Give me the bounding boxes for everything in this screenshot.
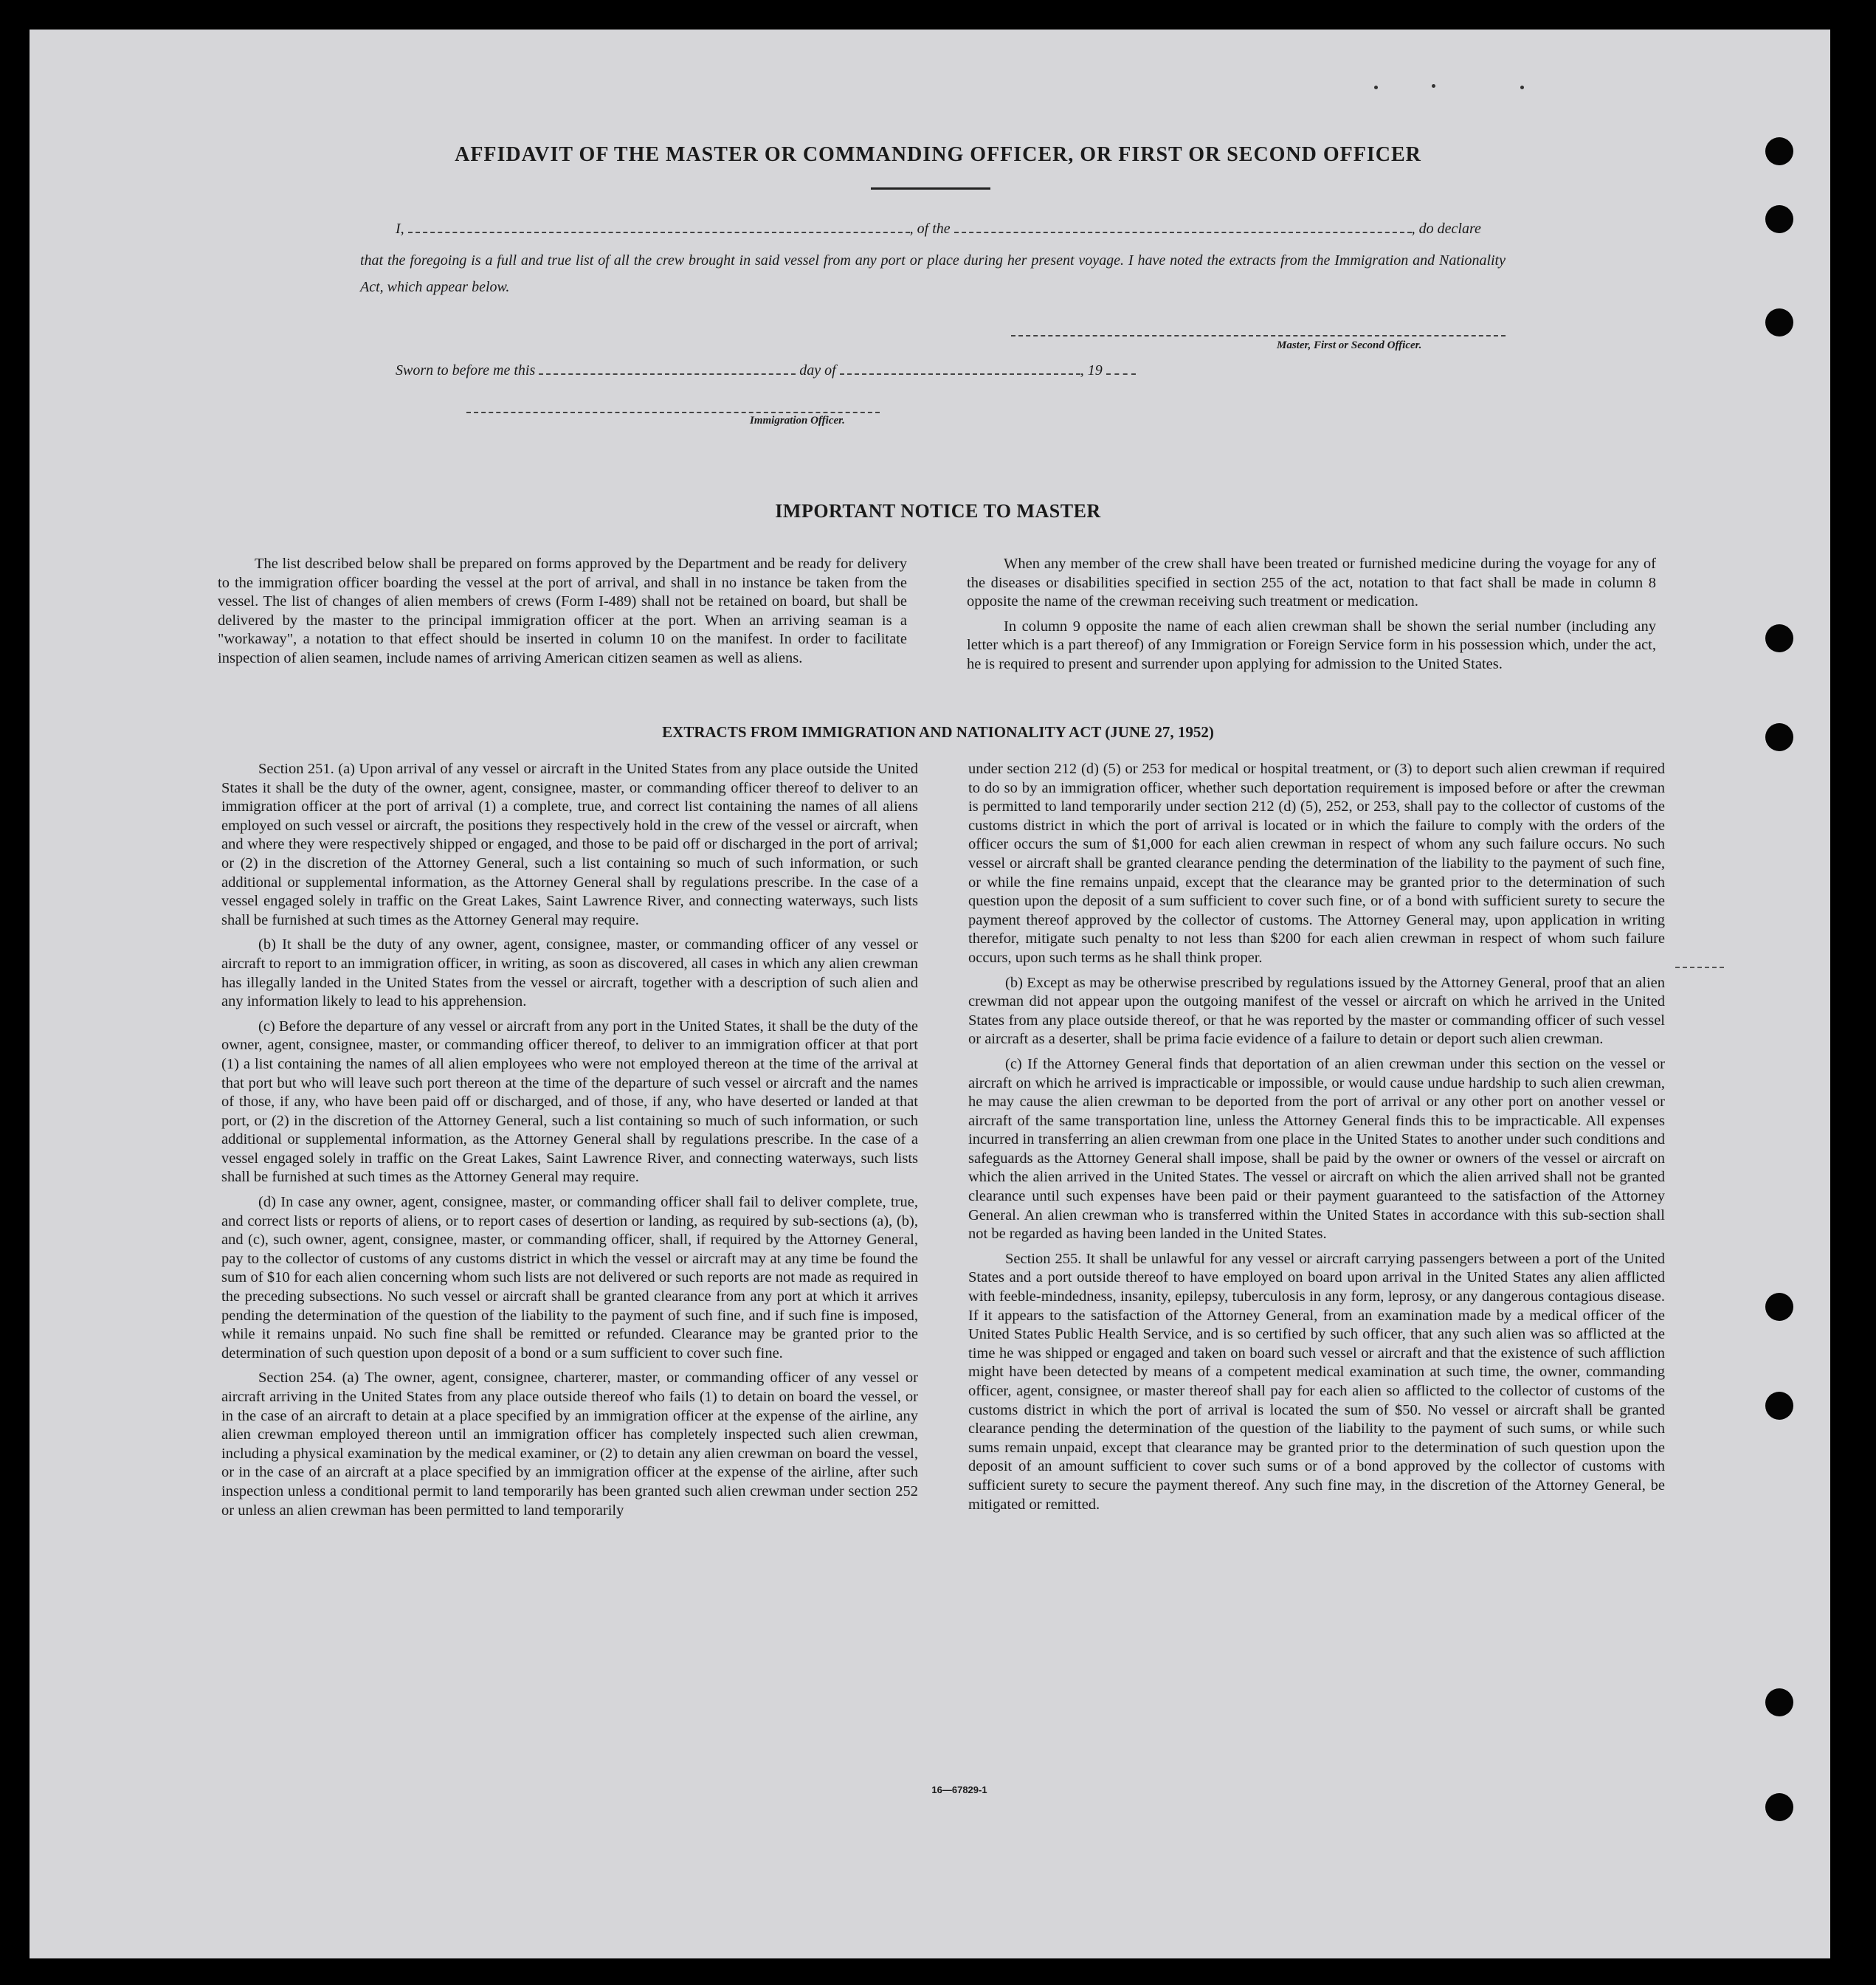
binder-hole-4 <box>1765 624 1793 652</box>
notice-paragraph: The list described below shall be prepared on forms approved by the Department and be ready for delivery to the immigration officer boarding the vessel at the port of arrival, and shall in no instance be taken from the vessel. The list of changes of alien members of crews (Form I-489) shall not be retained on board, but shall be delivered by the master to the principal immigration officer at the port. When an arriving seaman is a "workaway", a notation to that effect should be inserted in column 10 on the manifest. In order to facilitate inspection of alien seamen, include names of arriving American citizen seamen as well as aliens. <box>218 556 907 666</box>
sworn-month-blank <box>840 362 1080 375</box>
extract-paragraph: Section 255. It shall be unlawful for any vessel or aircraft carrying passengers between a port of the United States and a port outside thereof to have employed on board upon arrival in the United States any alien afflicted with feeble-mindedness, insanity, epilepsy, tuberculosis in any form, leprosy, or any dangerous contagious disease. If it appears to the satisfaction of the Attorney General, from an examination made by a medical officer of the United States Public Health Service, and is so certified by such officer, that any such alien was so afflicted at the time he was shipped or engaged and taken on board such vessel or aircraft and that the existence of such affliction might have been detected by means of a competent medical examination at such time, the owner, commanding officer, agent, consignee, or master thereof shall pay for each alien so afflicted to the collector of customs of the customs district in which the port of arrival is located the sum of $50. No vessel or aircraft shall be granted clearance pending the determination of the question of the liability to the payment of such sums, or while such sums remain unpaid, except that clearance may be granted prior to the determination of such question upon the deposit of an amount sufficient to cover such sums or of a bond approved by the collector of customs with sufficient surety to secure the payment thereof. Any such fine may, in the discretion of the Attorney General, be mitigated or remitted. <box>968 1250 1665 1513</box>
sworn-prefix: Sworn to before me this <box>396 362 536 379</box>
officer-signature-line <box>466 410 880 413</box>
extract-paragraph: (c) Before the departure of any vessel or aircraft from any port in the United States, it shall be the duty of the owner, agent, consignee, master, or commanding officer thereof, to deliver to an immigration officer at that port (1) a list containing the names of all alien employees who were not employed thereon at the time of the arrival at that port but who will leave such port thereon at the time of the departure of such vessel or aircraft and the names of those, if any, who have been paid off or discharged, and of those, if any, who have deserted or landed at that port, or (2) in the discretion of the Attorney General, such a list containing so much of such information, or such additional or supplemental information, as the Attorney General shall by regulations prescribe. In the case of a vessel engaged solely in traffic on the Great Lakes, Saint Lawrence River, and connecting waterways, such lists shall be furnished at such times as the Attorney General may require. <box>221 1018 918 1186</box>
extract-paragraph: (c) If the Attorney General finds that deportation of an alien crewman under this section on the vessel or aircraft on which he arrived is impracticable or impossible, or would cause undue hardship to such alien crewman, he may cause the alien crewman to be deported from the port of arrival or any other port on another vessel or aircraft of the same transportation line, unless the Attorney General finds this to be impracticable. All expenses incurred in transferring an alien crewman from one place in the United States to another under such conditions and safeguards as the Attorney General shall impose, shall be paid by the owner or owners of the vessel or aircraft on which the alien arrived in the United States. The vessel or aircraft on which the alien arrived shall not be granted clearance until such expenses have been paid or their payment guaranteed to the satisfaction of the Attorney General. An alien crewman who is transferred within the United States in accordance with this sub-section shall not be regarded as having been landed in the United States. <box>968 1055 1665 1243</box>
sworn-day-label: day of <box>799 362 836 379</box>
extract-paragraph: (d) In case any owner, agent, consignee, master, or commanding officer shall fail to deliver complete, true, and correct lists or reports of aliens, or to report cases of desertion or landing, as required by sub-sections (a), (b), and (c), such owner, agent, consignee, master, or commanding officer, shall, if required by the Attorney General, pay to the collector of customs of any customs district in which the vessel or aircraft may at any time be found the sum of $10 for each alien concerning whom such lists are not delivered or such reports are not made as required in the preceding subsections. No such vessel or aircraft shall be granted clearance from any port at which it arrives pending the determination of the question of the liability to the payment of such fine, and if such fine is imposed, while it remains unpaid. No such fine shall be remitted or refunded. Clearance may be granted prior to the determination of such question upon deposit of a bond or a sum sufficient to cover such fine. <box>221 1194 918 1361</box>
sworn-year-label: , 19 <box>1080 362 1103 379</box>
extract-paragraph: Section 251. (a) Upon arrival of any vessel or aircraft in the United States from any place outside the United States it shall be the duty of the owner, agent, consignee, master, or commanding officer thereof to deliver to an immigration officer at the port of arrival (1) a complete, true, and correct list containing the names of all aliens employed on such vessel or aircraft, the positions they respectively hold in the crew of the vessel or aircraft, when and where they were respectively shipped or engaged, and those to be paid off or discharged in the port of arrival; or (2) in the discretion of the Attorney General, such a list containing so much of such information, or such additional or supplemental information, as the Attorney General shall by regulations prescribe. In the case of a vessel engaged solely in traffic on the Great Lakes, Saint Lawrence River, and connecting waterways, such lists shall be furnished at such times as the Attorney General may require. <box>221 761 918 928</box>
binder-hole-8 <box>1765 1688 1793 1716</box>
extract-paragraph: (b) It shall be the duty of any owner, agent, consignee, master, or commanding officer of any vessel or aircraft to report to an immigration officer, in writing, as soon as discovered, all cases in which any alien crewman has illegally landed in the United States from the vessel or aircraft, together with a description of such alien and any information likely to lead to his apprehension. <box>221 936 918 1010</box>
vessel-name-blank <box>954 220 1412 233</box>
declaration-text: that the foregoing is a full and true list of all the crew brought in said vessel from any port or place during her present voyage. I have noted the extracts from the Immigration and Nationality Act, which appear below. <box>360 252 1506 295</box>
declarant-prefix: I, <box>396 221 404 237</box>
declarant-name-blank <box>408 220 910 233</box>
master-signature-label: Master, First or Second Officer. <box>1277 339 1422 351</box>
scan-speck <box>1374 86 1378 89</box>
officer-signature-label: Immigration Officer. <box>750 415 845 427</box>
master-signature-line <box>1011 334 1506 336</box>
binder-hole-3 <box>1765 308 1793 336</box>
vessel-prefix: , of the <box>909 221 951 237</box>
scan-speck <box>1432 84 1435 88</box>
notice-left-column <box>218 555 907 674</box>
margin-mark <box>1675 967 1724 968</box>
declarant-line <box>396 220 1481 238</box>
extract-paragraph: Section 254. (a) The owner, agent, consignee, charterer, master, or commanding officer of any vessel or aircraft arriving in the United States from any place outside thereof who fails (1) to detain on board the vessel, or in the case of an aircraft to detain at a place specified by an immigration officer at the expense of the airline, any alien crewman employed thereon until an immigration officer has completely inspected such alien crewman, including a physical examination by the medical examiner, or (2) to detain any alien crewman on board the vessel, or in the case of an aircraft at a place specified by an immigration officer at the expense of the airline, after such inspection unless a conditional permit to land temporarily has been granted such alien crewman under section 252 or unless an alien crewman has been permitted to land temporarily <box>221 1370 918 1519</box>
extract-paragraph: under section 212 (d) (5) or 253 for medical or hospital treatment, or (3) to deport such alien crewman if required to do so by an immigration officer, whether such deportation requirement is imposed before or after the crewman is permitted to land temporarily under section 212 (d) (5), 252, or 253, shall pay to the collector of customs of the customs district in which the port of arrival is located or in which the failure to comply with the orders of the officer occurs the sum of $1,000 for each alien crewman in respect of whom any such failure occurs. No such vessel or aircraft shall be granted clearance pending the determination of the liability to the payment of such fine, or while the fine remains unpaid, except that the clearance may be granted prior to the determination of such question upon the deposit of a sum sufficient to cover such fine, or of a bond with sufficient surety to secure the payment thereof approved by the collector of customs. The Attorney General may, upon application in writing therefor, mitigate such penalty to not less than $200 for each alien crewman in respect of whom such failure occurs, upon such terms as he shall think proper. <box>968 761 1665 966</box>
extract-paragraph: (b) Except as may be otherwise prescribed by regulations issued by the Attorney General, proof that an alien crewman did not appear upon the outgoing manifest of the vessel or aircraft on which he arrived in the United States from any place outside thereof, or that he was reported by the master or commanding officer of such vessel or aircraft as a deserter, shall be prima facie evidence of a failure to detain or deport such alien crewman. <box>968 974 1665 1048</box>
declare-suffix: , do declare <box>1411 221 1481 237</box>
sworn-day-blank <box>539 362 796 375</box>
extracts-left-column <box>221 760 918 1526</box>
notice-paragraph: In column 9 opposite the name of each alien crewman shall be shown the serial number (including any letter which is a part thereof) of any Immigration or Foreign Service form in his possession which, under the act, he is required to present and surrender upon applying for admission to the United States. <box>967 618 1656 672</box>
sworn-line <box>396 362 1136 379</box>
scan-speck <box>1520 86 1524 89</box>
binder-hole-7 <box>1765 1392 1793 1420</box>
binder-hole-6 <box>1765 1293 1793 1321</box>
extracts-title: EXTRACTS FROM IMMIGRATION AND NATIONALITY ACT (JUNE 27, 1952) <box>662 723 1214 741</box>
notice-title: IMPORTANT NOTICE TO MASTER <box>775 500 1101 522</box>
notice-right-column <box>967 555 1656 680</box>
binder-hole-9 <box>1765 1793 1793 1821</box>
sworn-year-blank <box>1106 362 1136 375</box>
form-number: 16—67829-1 <box>931 1784 987 1795</box>
title-rule <box>871 187 990 190</box>
extracts-right-column <box>968 760 1665 1520</box>
affidavit-title: AFFIDAVIT OF THE MASTER OR COMMANDING OFFICER, OR FIRST OR SECOND OFFICER <box>455 143 1421 166</box>
binder-hole-2 <box>1765 205 1793 233</box>
notice-paragraph: When any member of the crew shall have been treated or furnished medicine during the voyage for any of the diseases or disabilities specified in section 255 of the act, notation to that fact shall be made in column 8 opposite the name of the crewman receiving such treatment or medication. <box>967 556 1656 610</box>
